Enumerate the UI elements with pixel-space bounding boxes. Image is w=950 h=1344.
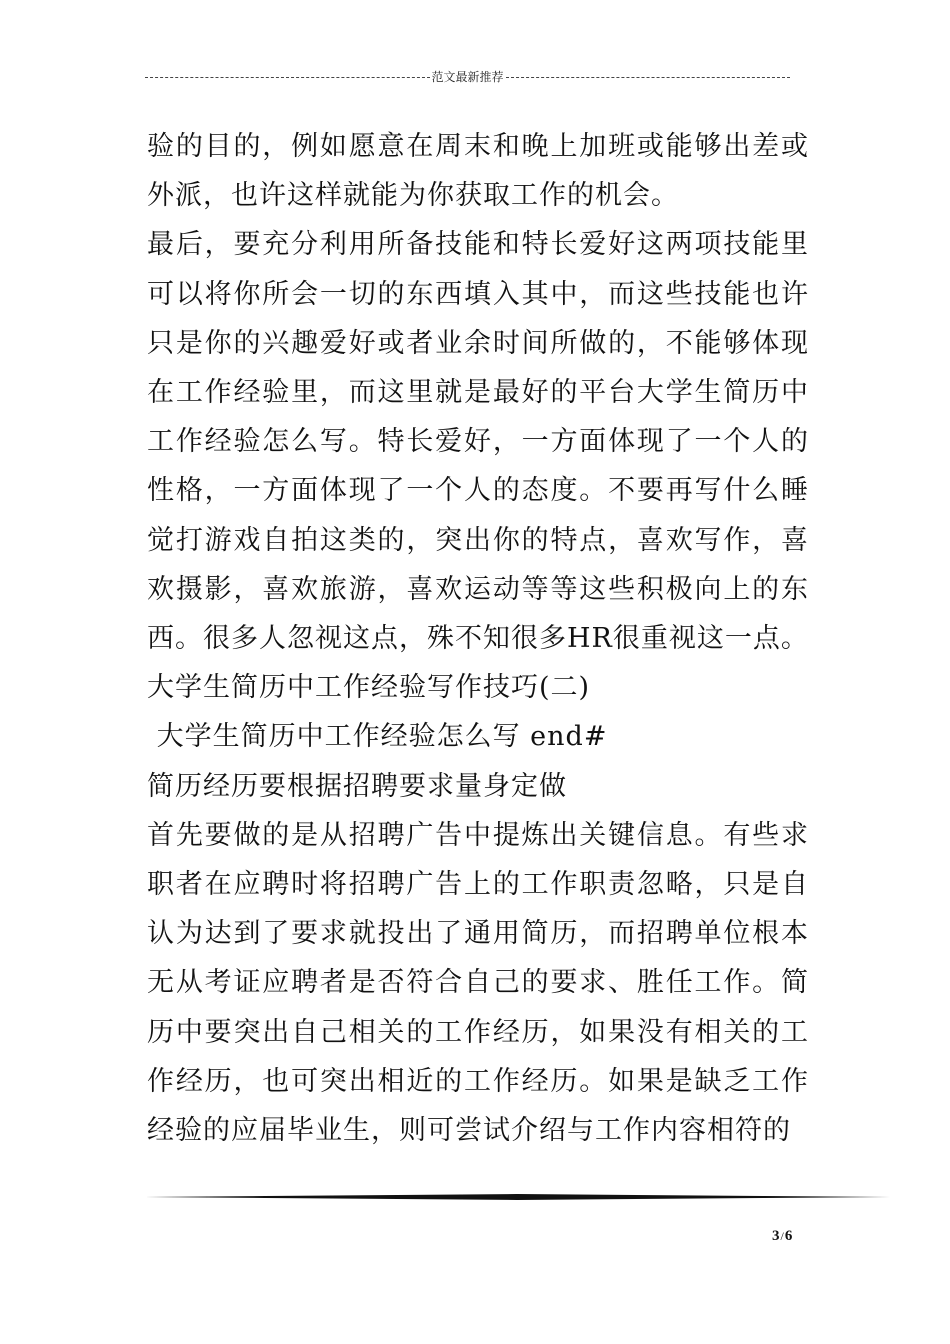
header-title: 范文最新推荐 xyxy=(431,69,504,84)
header-left-dashes xyxy=(145,77,430,78)
page-separator: / xyxy=(780,1229,784,1243)
body-paragraph-2: 最后，要充分利用所备技能和特长爱好这两项技能里可以将你所会一切的东西填入其中，而这些技能也许只是你的兴趣爱好或者业余时间所做的，不能够体现在工作经验里，而这里就是最好的平台大学生简历中工作经验怎么写。特长爱好，一方面体现了一个人的性格，一方面体现了一个人的态度。不要再写什么睡觉打游戏自拍这类的，突出你的特点，喜欢写作，喜欢摄影，喜欢旅游，喜欢运动等等这些积极向上的东西。很多人忽视这点，殊不知很多HR很重视这一点。 xyxy=(147,229,809,655)
page-total: 6 xyxy=(784,1228,793,1244)
header-right-dashes xyxy=(506,77,791,78)
document-body xyxy=(147,122,809,1155)
page-current: 3 xyxy=(772,1228,780,1244)
page-header xyxy=(145,66,790,86)
subheading-resume-tailoring: 简历经历要根据招聘要求量身定做 xyxy=(147,770,567,802)
page-number xyxy=(772,1228,792,1245)
body-paragraph-1: 验的目的，例如愿意在周末和晚上加班或能够出差或外派，也许这样就能为你获取工作的机会。 xyxy=(147,131,809,212)
section-heading: 大学生简历中工作经验写作技巧(二) xyxy=(147,672,591,704)
body-paragraph-3: 首先要做的是从招聘广告中提炼出关键信息。有些求职者在应聘时将招聘广告上的工作职责忽略，只是自认为达到了要求就投出了通用简历，而招聘单位根本无从考证应聘者是否符合自己的要求、胜任工作。简历中要突出自己相关的工作经历，如果没有相关的工作经历，也可突出相近的工作经历。如果是缺乏工作经验的应届毕业生，则可尝试介绍与工作内容相符的 xyxy=(147,819,809,1147)
footer-rule xyxy=(145,1194,890,1200)
subheading-line: 大学生简历中工作经验怎么写 end# xyxy=(147,721,608,753)
